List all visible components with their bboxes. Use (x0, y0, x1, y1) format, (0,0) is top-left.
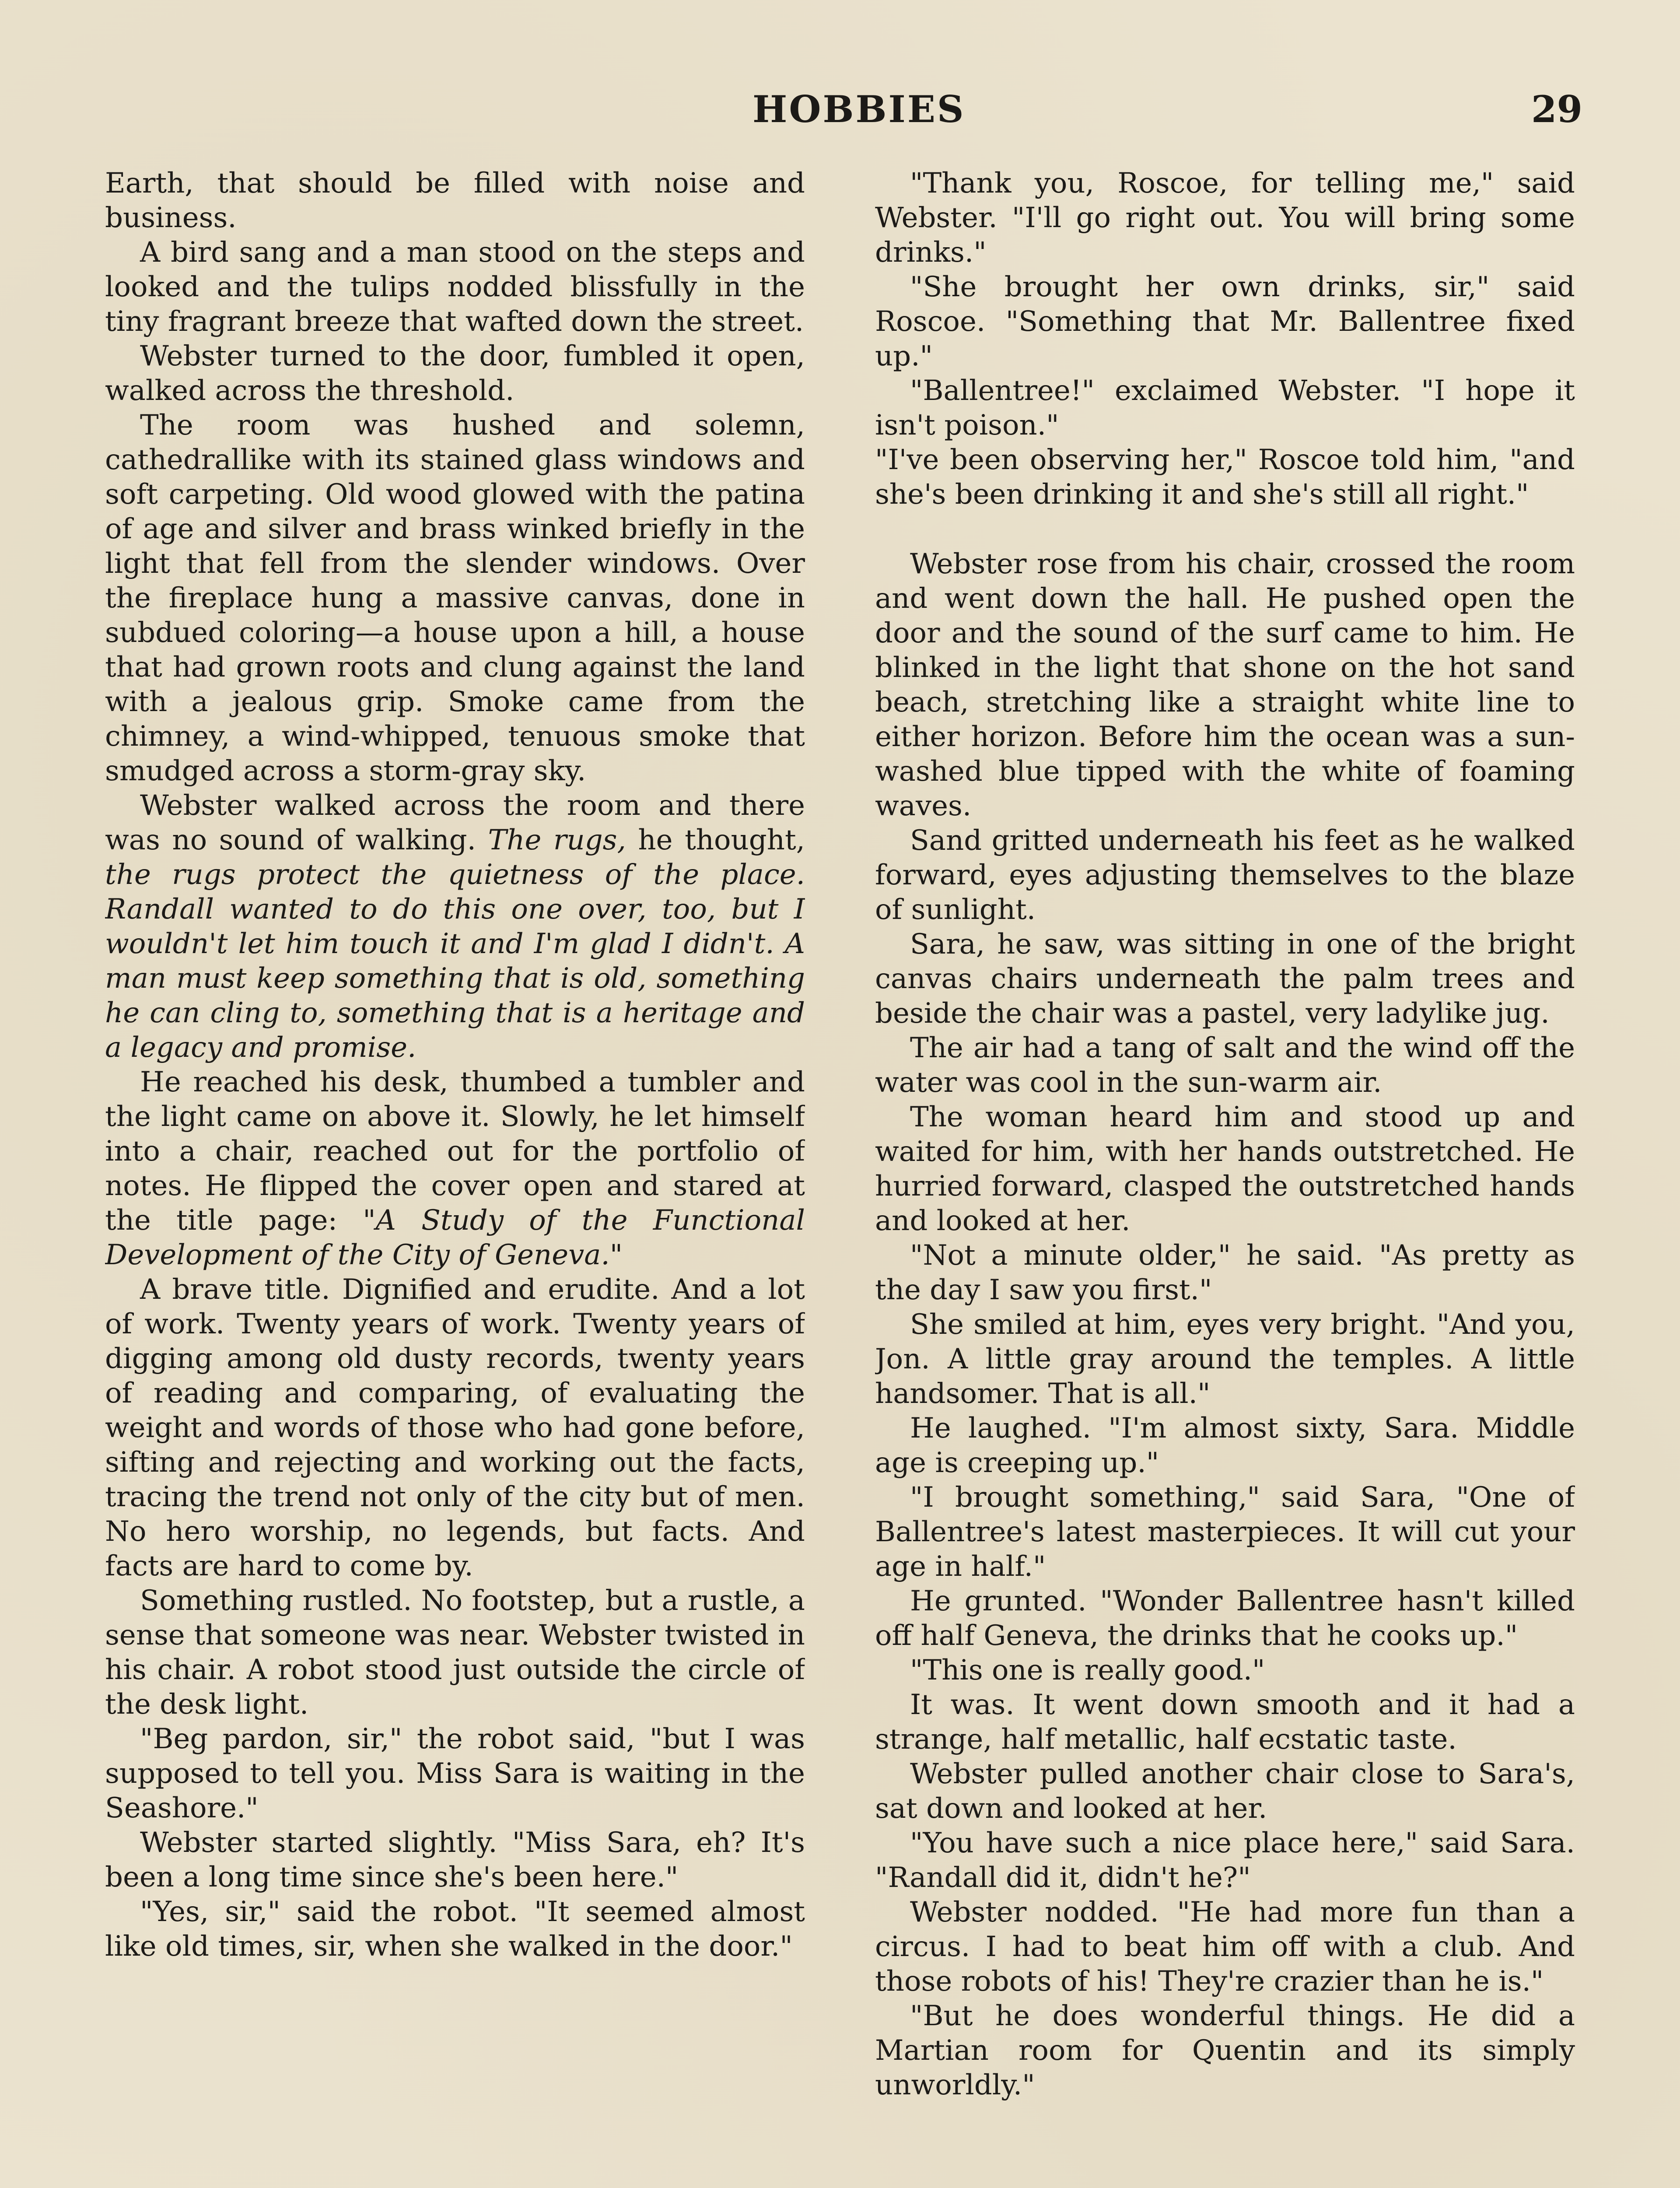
running-head: HOBBIES (752, 88, 966, 131)
italic-text: the rugs protect the quietness of the place. Randall wanted to do this one over, too, but I wouldn't let him touch it and I'm glad I didn't. A man must keep something that is old, something he can cling to, something that is a heritage and a legacy and promise. (105, 859, 805, 1064)
paragraph (105, 789, 805, 1065)
paragraph (105, 1065, 805, 1273)
paragraph: It was. It went down smooth and it had a strange, half metallic, half ecstatic taste. (875, 1689, 1575, 1756)
paragraph: "I brought something," said Sara, "One of Ballentree's latest masterpieces. It will cut your age in half." (875, 1481, 1575, 1583)
page-header (0, 88, 1680, 140)
paragraph: "I've been observing her," Roscoe told him, "and she's been drinking it and she's still all right." (875, 444, 1575, 511)
right-column (875, 166, 1575, 2188)
paragraph: "This one is really good." (910, 1654, 1265, 1687)
paragraph: Webster rose from his chair, crossed the room and went down the hall. He pushed open the door and the sound of the surf came to him. He blinked in the light that shone on the hot sand beach, stretching like a straight white line to either horizon. Before him the ocean was a sun-washed blue tipped with the white of foaming waves. (875, 548, 1575, 822)
paragraph: "Ballentree!" exclaimed Webster. "I hope it isn't poison." (875, 375, 1575, 442)
paragraph: The woman heard him and stood up and waited for him, with her hands outstretched. He hurried forward, clasped the outstretched hands and looked at her. (875, 1101, 1575, 1237)
paragraph: He grunted. "Wonder Ballentree hasn't killed off half Geneva, the drinks that he cooks up." (875, 1585, 1575, 1652)
paragraph: "Not a minute older," he said. "As pretty as the day I saw you first." (875, 1239, 1575, 1306)
italic-text: The rugs, (488, 824, 626, 856)
paragraph: "She brought her own drinks, sir," said Roscoe. "Something that Mr. Ballentree fixed up." (875, 271, 1575, 372)
paragraph: He laughed. "I'm almost sixty, Sara. Middle age is creeping up." (875, 1412, 1575, 1479)
paragraph: Earth, that should be filled with noise and business. (105, 167, 805, 234)
text-run: Webster walked across the room and there was no sound of walking. (105, 789, 805, 856)
page-number: 29 (1531, 88, 1582, 131)
paragraph: Webster pulled another chair close to Sara's, sat down and looked at her. (875, 1758, 1575, 1825)
paragraph: Sara, he saw, was sitting in one of the bright canvas chairs underneath the palm trees and beside the chair was a pastel, very ladylike jug. (875, 928, 1575, 1030)
paragraph: Something rustled. No footstep, but a rustle, a sense that someone was near. Webster twisted in his chair. A robot stood just outside the circle of the desk light. (105, 1585, 805, 1721)
paragraph: "You have such a nice place here," said Sara. "Randall did it, didn't he?" (875, 1827, 1575, 1894)
paragraph: The air had a tang of salt and the wind off the water was cool in the sun-warm air. (875, 1032, 1575, 1099)
paragraph: The room was hushed and solemn, cathedrallike with its stained glass windows and soft carpeting. Old wood glowed with the patina of age and silver and brass winked briefly in the light that fell from the slender windows. Over the fireplace hung a massive canvas, done in subdued coloring—a house upon a hill, a house that had grown roots and clung against the land with a jealous grip. Smoke came from the chimney, a wind-whipped, tenuous smoke that smudged across a storm-gray sky. (105, 409, 805, 787)
text-run: He reached his desk, thumbed a tumbler and the light came on above it. Slowly, he let himself into a chair, reached out for the portfolio of notes. He flipped the cover open and stared at the title page: (105, 1066, 805, 1237)
paragraph: "Thank you, Roscoe, for telling me," said Webster. "I'll go right out. You will bring some drinks." (875, 167, 1575, 269)
paragraph: Webster turned to the door, fumbled it open, walked across the threshold. (105, 340, 805, 407)
text-run: he thought, (626, 824, 805, 856)
left-column (105, 166, 805, 2188)
paragraph: She smiled at him, eyes very bright. "And you, Jon. A little gray around the temples. A little handsomer. That is all." (875, 1308, 1575, 1410)
paragraph: Webster nodded. "He had more fun than a circus. I had to beat him off with a club. And those robots of his! They're crazier than he is." (875, 1896, 1575, 1998)
paragraph: Webster started slightly. "Miss Sara, eh? It's been a long time since she's been here." (105, 1827, 805, 1893)
italic-text: "A Study of the Functional Development of the City of Geneva." (105, 1204, 805, 1271)
paragraph: "Yes, sir," said the robot. "It seemed almost like old times, sir, when she walked in the door." (105, 1896, 805, 1963)
paragraph: "But he does wonderful things. He did a Martian room for Quentin and its simply unworldly." (875, 2000, 1575, 2101)
paragraph: A bird sang and a man stood on the steps and looked and the tulips nodded blissfully in the tiny fragrant breeze that wafted down the street. (105, 236, 805, 338)
paragraph: "Beg pardon, sir," the robot said, "but I was supposed to tell you. Miss Sara is waiting in the Seashore." (105, 1723, 805, 1824)
paragraph: A brave title. Dignified and erudite. And a lot of work. Twenty years of work. Twenty years of digging among old dusty records, twenty years of reading and comparing, of evaluating the weight and words of those who had gone before, sifting and rejecting and working out the facts, tracing the trend not only of the city but of men. No hero worship, no legends, but facts. And facts are hard to come by. (105, 1273, 805, 1582)
paragraph: Sand gritted underneath his feet as he walked forward, eyes adjusting themselves to the blaze of sunlight. (875, 824, 1575, 926)
